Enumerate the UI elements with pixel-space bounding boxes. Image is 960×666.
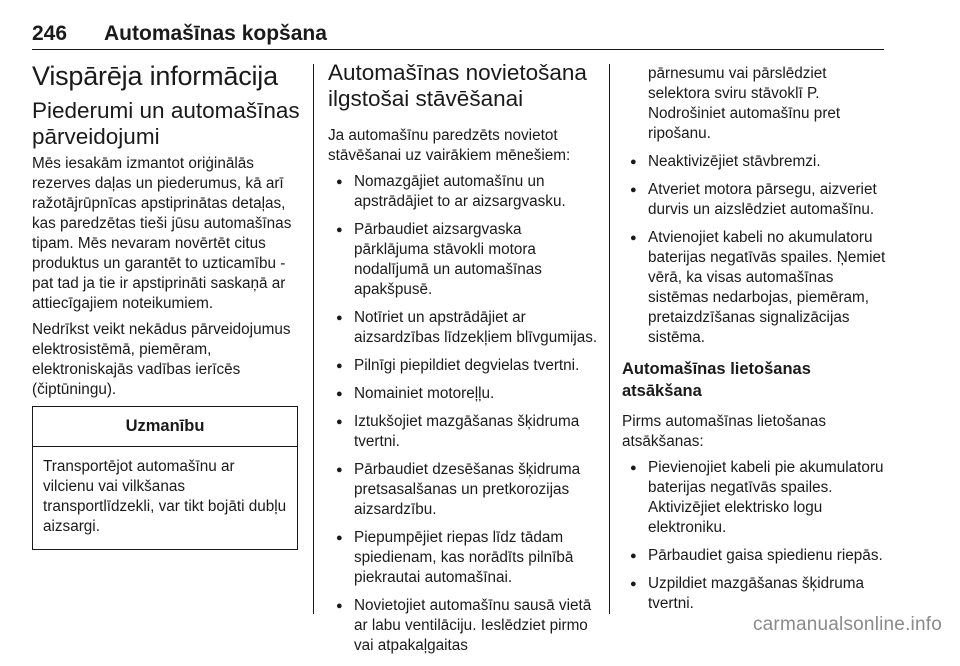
storage-list-continued	[622, 152, 892, 348]
caution-text: Transportējot automašīnu ar vilcienu vai vilkšanas transportlīdzekli, var tikt bojāti dubļu aizsargi.	[43, 458, 287, 535]
list-item: ● Nomazgājiet automašīnu un apstrādājiet to ar aizsargvasku.	[328, 172, 600, 212]
list-item: ● Pārbaudiet aizsargvaska pārklājuma stāvokli motora nodalījumā un automašīnas apakšpusē.	[328, 220, 600, 300]
caution-box	[32, 406, 298, 550]
list-item: ● Neaktivizējiet stāvbremzi.	[622, 152, 892, 172]
list-item: ● Uzpildiet mazgāšanas šķidruma tvertni.	[622, 574, 892, 614]
header-rule	[32, 49, 884, 50]
column-1	[32, 60, 302, 550]
list-item: ● Atveriet motora pārsegu, aizveriet durvis un aizslēdziet automašīnu.	[622, 180, 892, 220]
list-item: ● Pārbaudiet gaisa spiedienu riepās.	[622, 546, 892, 566]
restart-heading: Automašīnas lietošanas atsākšana	[622, 360, 811, 400]
running-title: Automašīnas kopšana	[104, 22, 327, 45]
accessories-heading: Piederumi un automašīnas pārveidojumi	[32, 98, 300, 149]
section-title: Vispārēja informācija	[32, 61, 278, 91]
storage-heading: Automašīnas novietošana ilgstošai stāvēšanai	[328, 60, 587, 111]
list-item: ● Piepumpējiet riepas līdz tādam spiedienam, kas norādīts pilnībā piekrautai automašīnai.	[328, 528, 600, 588]
page-header	[32, 20, 884, 50]
restart-intro: Pirms automašīnas lietošanas atsākšanas:	[622, 413, 827, 450]
column-divider-1	[313, 64, 314, 614]
list-item: ● Nomainiet motoreļļu.	[328, 384, 600, 404]
accessories-paragraph-1: Mēs iesakām izmantot oriģinālās rezerves daļas un piederumus, kā arī ražotājrūpnīcas apstiprinātas detaļas, kas paredzētas tieši jūsu automašīnas tipam. Mēs nevaram novērtēt citus produktus un garantēt to uzticamību - pat tad ja tie ir apstiprināti saskaņā ar attiecīgajiem noteikumiem.	[32, 155, 292, 312]
storage-continuation: pārnesumu vai pārslēdziet selektora sviru stāvoklī P. Nodrošiniet automašīnu pret ripošanu.	[648, 65, 841, 142]
page-number: 246	[32, 22, 68, 45]
column-3	[622, 60, 892, 624]
watermark: carmanualsonline.info	[752, 614, 942, 635]
accessories-paragraph-2: Nedrīkst veikt nekādus pārveidojumus elektrosistēmā, piemēram, elektroniskajās vadības ierīcēs (čiptūningu).	[32, 321, 291, 398]
list-item: ● Pilnīgi piepildiet degvielas tvertni.	[328, 356, 600, 376]
storage-intro: Ja automašīnu paredzēts novietot stāvēšanai uz vairākiem mēnešiem:	[328, 127, 571, 164]
column-2	[328, 60, 600, 666]
list-item: ● Novietojiet automašīnu sausā vietā ar labu ventilāciju. Ieslēdziet pirmo vai atpakaļgaitas	[328, 596, 600, 656]
list-item: ● Atvienojiet kabeli no akumulatoru baterijas negatīvās spailes. Ņemiet vērā, ka visas automašīnas sistēmas nedarbojas, piemēram, pretaizdzīšanas signalizācijas sistēma.	[622, 228, 892, 348]
list-item: ● Pārbaudiet dzesēšanas šķidruma pretsasalšanas un pretkorozijas aizsardzību.	[328, 460, 600, 520]
list-item: ● Notīriet un apstrādājiet ar aizsardzības līdzekļiem blīvgumijas.	[328, 308, 600, 348]
caution-title: Uzmanību	[33, 407, 297, 447]
list-item: ● Pievienojiet kabeli pie akumulatoru baterijas negatīvās spailes. Aktivizējiet elektrisko logu elektroniku.	[622, 458, 892, 538]
list-item: ● Iztukšojiet mazgāšanas šķidruma tvertni.	[328, 412, 600, 452]
restart-list	[622, 458, 892, 614]
storage-list	[328, 172, 600, 656]
column-divider-2	[609, 64, 610, 614]
